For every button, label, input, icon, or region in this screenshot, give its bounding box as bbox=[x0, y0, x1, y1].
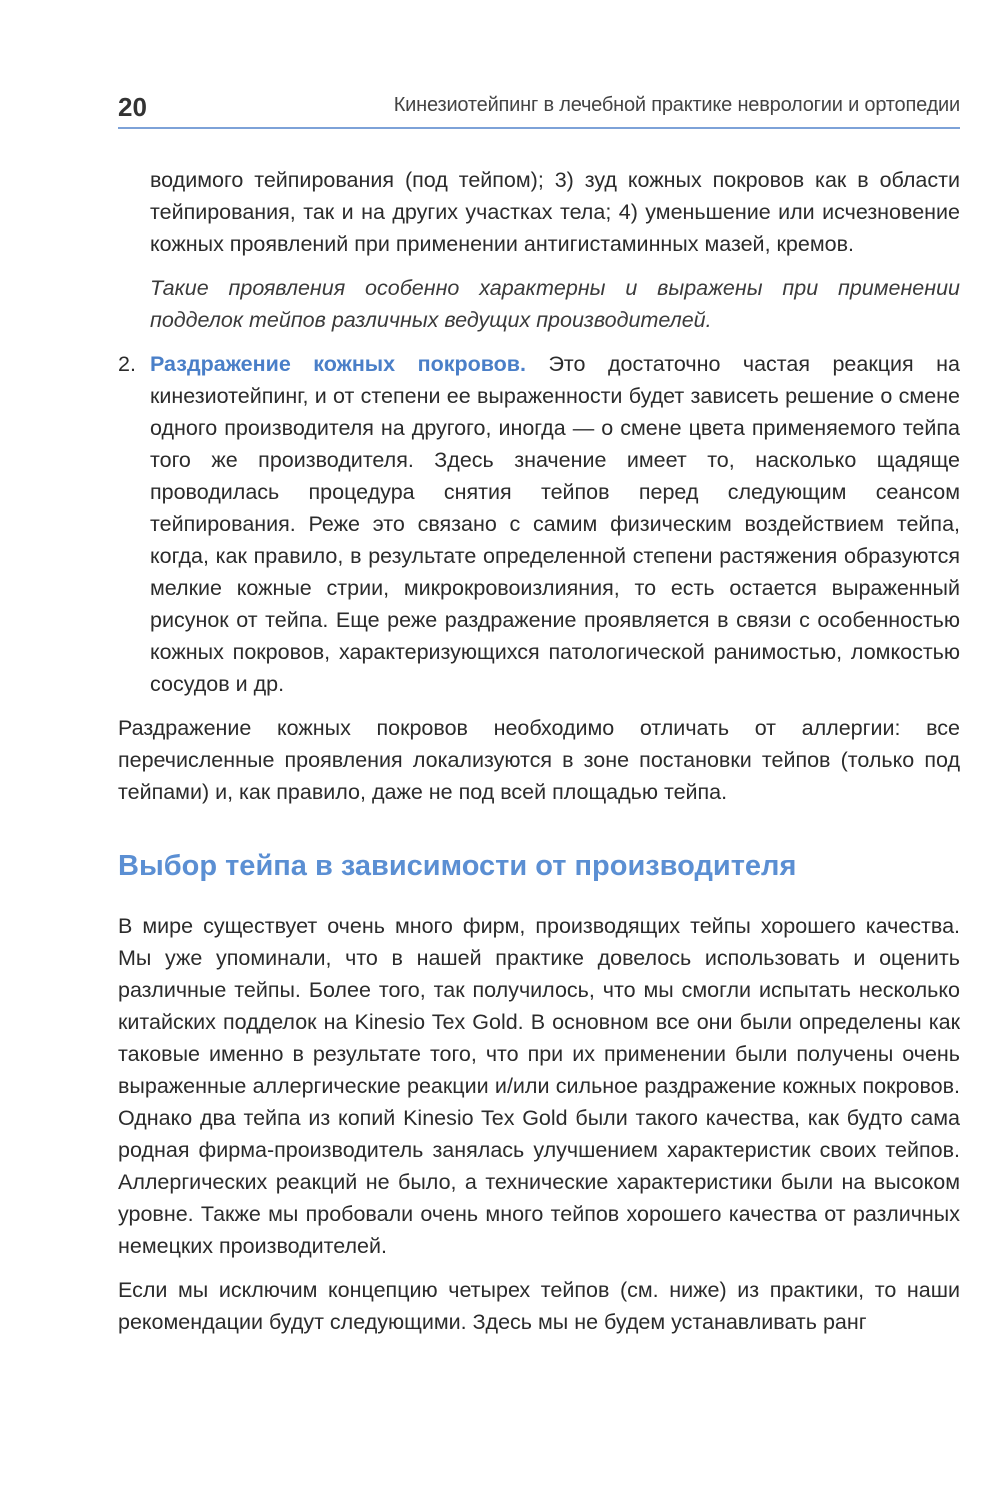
page-content bbox=[118, 164, 960, 1350]
continuation-paragraph: водимого тейпирования (под тейпом); 3) зуд кожных покровов как в области тейпирования, так и на других участках тела; 4) уменьшение или исчезновение кожных проявлений при применении антигистаминных мазей, кремов. bbox=[150, 168, 960, 256]
section-paragraph-1: В мире существует очень много фирм, производящих тейпы хорошего качества. Мы уже упоминали, что в нашей практике довелось использовать и оценить различные тейпы. Более того, так получилось, что мы смогли испытать несколько китайских подделок на Kinesio Tex Gold. В основном все они были определены как таковые именно в результате того, что при их применении были получены очень выраженные аллергические реакции и/или сильное раздражение кожных покровов. Однако два тейпа из копий Kinesio Tex Gold были такого качества, как будто сама родная фирма-производитель занялась улучшением характеристик своих тейпов. Аллергических реакций не было, а технические характеристики были на высоком уровне. Также мы пробовали очень много тейпов хорошего качества от различных немецких производителей. bbox=[118, 914, 960, 1258]
page-header bbox=[118, 88, 960, 128]
list-item-2-text: Это достаточно частая реакция на кинезиотейпинг, и от степени ее выраженности будет зависеть решение о смене одного производителя на другого, иногда — о смене цвета применяемого тейпа того же производителя. Здесь значение имеет то, насколько щадяще проводилась процедура снятия тейпов перед следующим сеансом тейпирования. Реже это связано с самим физическим воздействием тейпа, когда, как правило, в результате определенной степени растяжения образуются мелкие кожные стрии, микрокровоизлияния, то есть остается выраженный рисунок от тейпа. Еще реже раздражение проявляется в связи с особенностью кожных покровов, характеризующихся патологической ранимостью, ломкостью сосудов и др. bbox=[150, 352, 960, 696]
list-item-2-paragraph bbox=[150, 348, 960, 700]
running-title: Кинезиотейпинг в лечебной практике неврологии и ортопедии bbox=[393, 94, 960, 116]
page-number: 20 bbox=[118, 92, 147, 122]
section-heading: Выбор тейпа в зависимости от производителя bbox=[118, 850, 797, 882]
section-paragraph-2: Если мы исключим концепцию четырех тейпов (см. ниже) из практики, то наши рекомендации будут следующими. Здесь мы не будем устанавливать ранг bbox=[118, 1278, 960, 1334]
list-item-2 bbox=[118, 348, 960, 700]
header-rule bbox=[118, 127, 960, 129]
term-highlight: Раздражение кожных покровов. bbox=[150, 352, 526, 376]
list-item-number: 2. bbox=[118, 352, 136, 376]
italic-note: Такие проявления особенно характерны и выражены при применении подделок тейпов различных ведущих производителей. bbox=[150, 276, 960, 332]
list-item-1-continuation-block bbox=[150, 164, 960, 336]
irritation-vs-allergy-paragraph: Раздражение кожных покровов необходимо отличать от аллергии: все перечисленные проявления локализуются в зоне постановки тейпов (только под тейпами) и, как правило, даже не под всей площадью тейпа. bbox=[118, 716, 960, 804]
